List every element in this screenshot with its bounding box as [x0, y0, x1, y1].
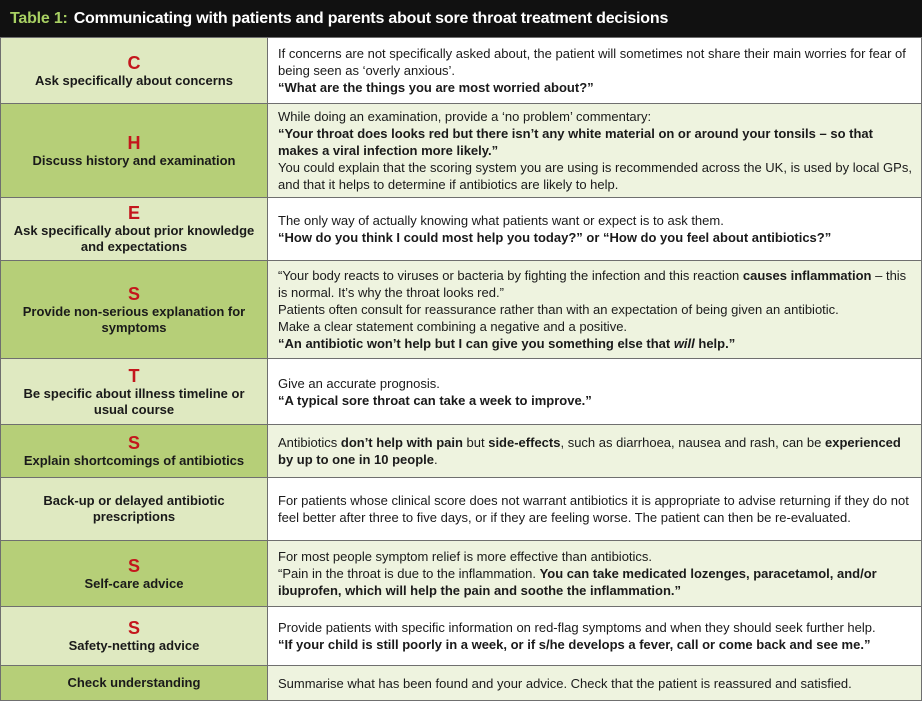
guidance-line	[278, 492, 913, 526]
guidance-line	[278, 79, 913, 96]
mnemonic-letter: S	[127, 433, 140, 453]
mnemonic-letter: H	[127, 132, 141, 153]
guidance-line	[278, 636, 913, 653]
guidance-text: .	[434, 452, 438, 467]
row-heading: Back-up or delayed antibiotic prescriptions	[43, 493, 225, 524]
row-guidance-cell	[268, 261, 922, 359]
row-heading-cell	[1, 38, 268, 104]
row-guidance-cell	[268, 198, 922, 261]
row-guidance-cell	[268, 666, 922, 701]
row-heading-cell	[1, 359, 268, 425]
guidance-text: help.”	[694, 336, 736, 351]
mnemonic-letter: T	[128, 365, 140, 386]
guidance-text: If concerns are not specifically asked about, the patient will sometimes not share their main worries for fear of being seen as ‘overly anxious’.	[278, 46, 906, 78]
row-heading: Explain shortcomings of antibiotics	[23, 453, 245, 468]
guidance-text: “Pain in the throat is due to the inflammation.	[278, 566, 540, 581]
row-heading: Check understanding	[67, 675, 201, 690]
guidance-text: causes inflammation	[742, 268, 872, 283]
guidance-text: , such as diarrhoea, nausea and rash, can be	[560, 435, 825, 450]
guidance-line	[278, 159, 913, 193]
row-heading-cell	[1, 478, 268, 541]
guidance-line	[278, 375, 913, 392]
row-heading-cell	[1, 104, 268, 198]
guidance-text: side-effects	[488, 435, 561, 450]
guidance-text: “What are the things you are most worried about?”	[278, 80, 594, 95]
guidance-text: Make a clear statement combining a negative and a positive.	[278, 319, 628, 334]
guidance-line	[278, 267, 913, 301]
table-row	[1, 261, 922, 359]
guidance-text: – this is normal. It’s why the throat looks red.”	[278, 268, 907, 300]
mnemonic-letter: S	[127, 618, 140, 638]
guidance-text: don’t help with pain	[340, 435, 463, 450]
guidance-text: Provide patients with specific information on red-flag symptoms and when they should seek further help.	[278, 620, 876, 635]
row-heading-cell	[1, 198, 268, 261]
table-row	[1, 198, 922, 261]
table-row	[1, 666, 922, 701]
guidance-text: “How do you think I could most help you today?” or “How do you feel about antibiotics?”	[278, 230, 832, 245]
guidance-text: You could explain that the scoring system you are using is recommended across the UK, is used by local GPs, and that it helps to determine if antibiotics are likely to help.	[278, 160, 912, 192]
row-heading: Self-care advice	[84, 575, 184, 591]
table-row	[1, 104, 922, 198]
guidance-text: “A typical sore throat can take a week to improve.”	[278, 392, 592, 408]
table-row	[1, 425, 922, 478]
guidance-line	[278, 548, 913, 565]
guidance-line	[278, 125, 913, 159]
row-guidance-cell	[268, 478, 922, 541]
guidance-line	[278, 392, 913, 409]
guidance-text: Give an accurate prognosis.	[278, 375, 440, 391]
table-row	[1, 607, 922, 666]
mnemonic-letter: E	[127, 203, 140, 223]
row-heading-cell	[1, 425, 268, 478]
table-title-label: Table 1:	[10, 9, 68, 27]
row-heading: Ask specifically about concerns	[35, 72, 233, 88]
table-row	[1, 359, 922, 425]
row-heading-cell	[1, 607, 268, 666]
row-heading: Provide non-serious explanation for symptoms	[22, 303, 246, 335]
guidance-text: experienced by up to one in 10 people	[278, 435, 901, 467]
mnemonic-letter: C	[127, 52, 141, 73]
mnemonic-letter: S	[127, 283, 140, 304]
guidance-text: You can take medicated lozenges, paracetamol, and/or ibuprofen, which will help the pain and soothe the inflammation.”	[278, 566, 877, 598]
guidance-text: “Your throat does looks red but there isn’t any white material on or around your tonsils – so that makes a viral infection more likely.”	[278, 126, 873, 158]
row-heading-cell	[1, 666, 268, 701]
mnemonic-letter: S	[127, 555, 140, 576]
row-guidance-cell	[268, 607, 922, 666]
guidance-line	[278, 301, 913, 318]
guidance-text: but	[462, 435, 489, 450]
table-row	[1, 478, 922, 541]
guidance-text: Patients often consult for reassurance rather than with an expectation of being given an antibiotic.	[278, 302, 839, 317]
guidance-text: Antibiotics	[278, 435, 341, 450]
row-heading: Ask specifically about prior knowledge and expectations	[13, 223, 255, 254]
guidance-line	[278, 318, 913, 335]
row-guidance-cell	[268, 541, 922, 607]
guidance-line	[278, 229, 913, 246]
row-heading: Discuss history and examination	[32, 152, 236, 168]
table-title	[0, 0, 922, 37]
guidance-line	[278, 212, 913, 229]
guidance-text: “If your child is still poorly in a week, or if s/he develops a fever, call or come back and see me.”	[278, 637, 871, 652]
guidance-text: The only way of actually knowing what patients want or expect is to ask them.	[278, 213, 724, 228]
row-guidance-cell	[268, 425, 922, 478]
guidance-text: For most people symptom relief is more effective than antibiotics.	[278, 549, 653, 564]
row-heading-cell	[1, 541, 268, 607]
row-heading: Safety-netting advice	[68, 638, 200, 653]
guidance-line	[278, 335, 913, 352]
communication-table	[0, 37, 922, 701]
guidance-line	[278, 619, 913, 636]
guidance-text: will	[673, 336, 695, 351]
guidance-line	[278, 434, 913, 468]
row-guidance-cell	[268, 104, 922, 198]
row-heading-cell	[1, 261, 268, 359]
table-title-text: Communicating with patients and parents about sore throat treatment decisions	[73, 9, 669, 27]
row-guidance-cell	[268, 359, 922, 425]
table-row	[1, 38, 922, 104]
guidance-text: While doing an examination, provide a ‘no problem’ commentary:	[278, 109, 652, 124]
guidance-text: “An antibiotic won’t help but I can give you something else that	[278, 336, 674, 351]
guidance-line	[278, 565, 913, 599]
table-row	[1, 541, 922, 607]
guidance-line	[278, 45, 913, 79]
guidance-text: Summarise what has been found and your advice. Check that the patient is reassured and satisfied.	[278, 675, 852, 691]
guidance-line	[278, 108, 913, 125]
row-heading: Be specific about illness timeline or usual course	[23, 385, 245, 417]
guidance-line	[278, 675, 913, 692]
row-guidance-cell	[268, 38, 922, 104]
guidance-text: For patients whose clinical score does not warrant antibiotics it is appropriate to advise returning if they do not feel better after three to five days, or if they are feeling worse. The patient can then be re-evaluated.	[278, 493, 909, 525]
guidance-text: “Your body reacts to viruses or bacteria by fighting the infection and this reaction	[278, 268, 743, 283]
